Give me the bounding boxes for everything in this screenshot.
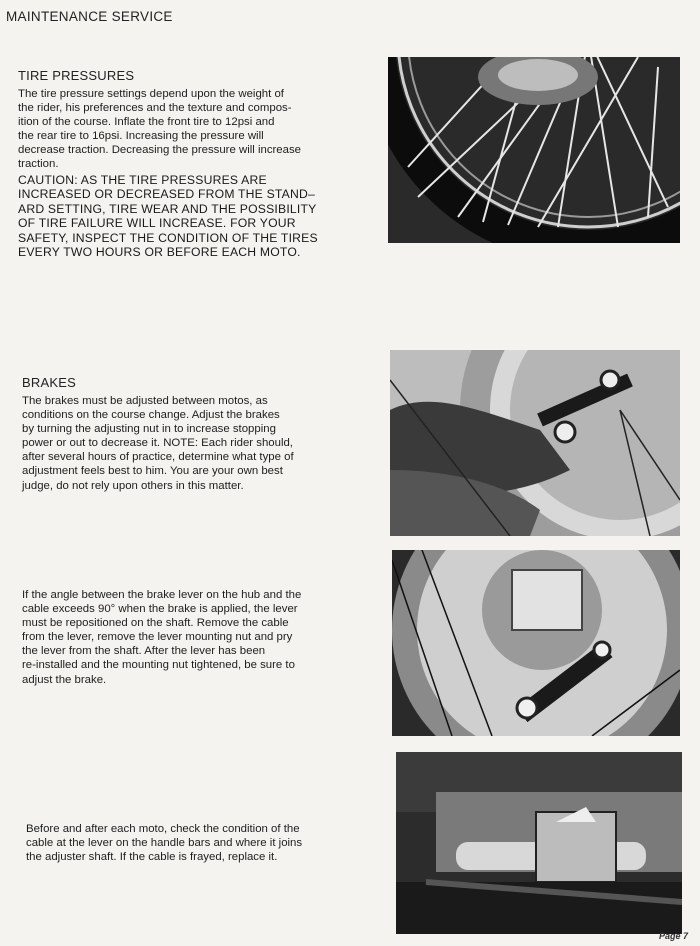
- brakes-body: The brakes must be adjusted between motos, as conditions on the course change. Adjust the brakes by turning the adjusting nut in to increase stopping power or out to decrease it. NOTE: Each rider should, after several hours of practice, determine what type of adjustment feels best to him. You are your own best judge, do not rely upon others in this matter.: [22, 395, 294, 492]
- tire-pressures-title: TIRE PRESSURES: [18, 68, 135, 83]
- tire-caution: CAUTION: AS THE TIRE PRESSURES ARE INCREASED OR DECREASED FROM THE STAND– ARD SETTING, TIRE WEAR AND THE POSSIBILITY OF TIRE FAILURE WILL INCREASE. FOR YOUR SAFETY, INSPECT THE CONDITION OF THE TIRES EVERY TWO HOURS OR BEFORE EACH MOTO.: [18, 173, 318, 260]
- handlebar-cable-photo: [396, 752, 682, 934]
- page-number: Page 7: [658, 931, 688, 941]
- lever-body: If the angle between the brake lever on the hub and the cable exceeds 90° when the brake is applied, the lever must be repositioned on the shaft. Remove the cable from the lever, remove the lever mounting nut and pry the lever from the shaft. After the lever has been re-installed and the mounting nut tightened, be sure to adjust the brake.: [22, 589, 302, 686]
- page-header: MAINTENANCE SERVICE: [6, 9, 173, 24]
- tire-pressures-body: The tire pressure settings depend upon the weight of the rider, his preferences and the texture and compos- ition of the course. Inflate the front tire to 12psi and the rear tire to 16psi. Increasing the pressure will decrease traction. Decreasing the pressure will increase traction.: [18, 88, 302, 171]
- cable-body: Before and after each moto, check the condition of the cable at the lever on the handle bars and where it joins the adjuster shaft. If the cable is frayed, replace it.: [26, 823, 303, 864]
- brake-lever-photo: [392, 550, 680, 736]
- brakes-title: BRAKES: [22, 375, 76, 390]
- tire-photo: [388, 57, 680, 243]
- brake-adjust-photo: [390, 350, 680, 536]
